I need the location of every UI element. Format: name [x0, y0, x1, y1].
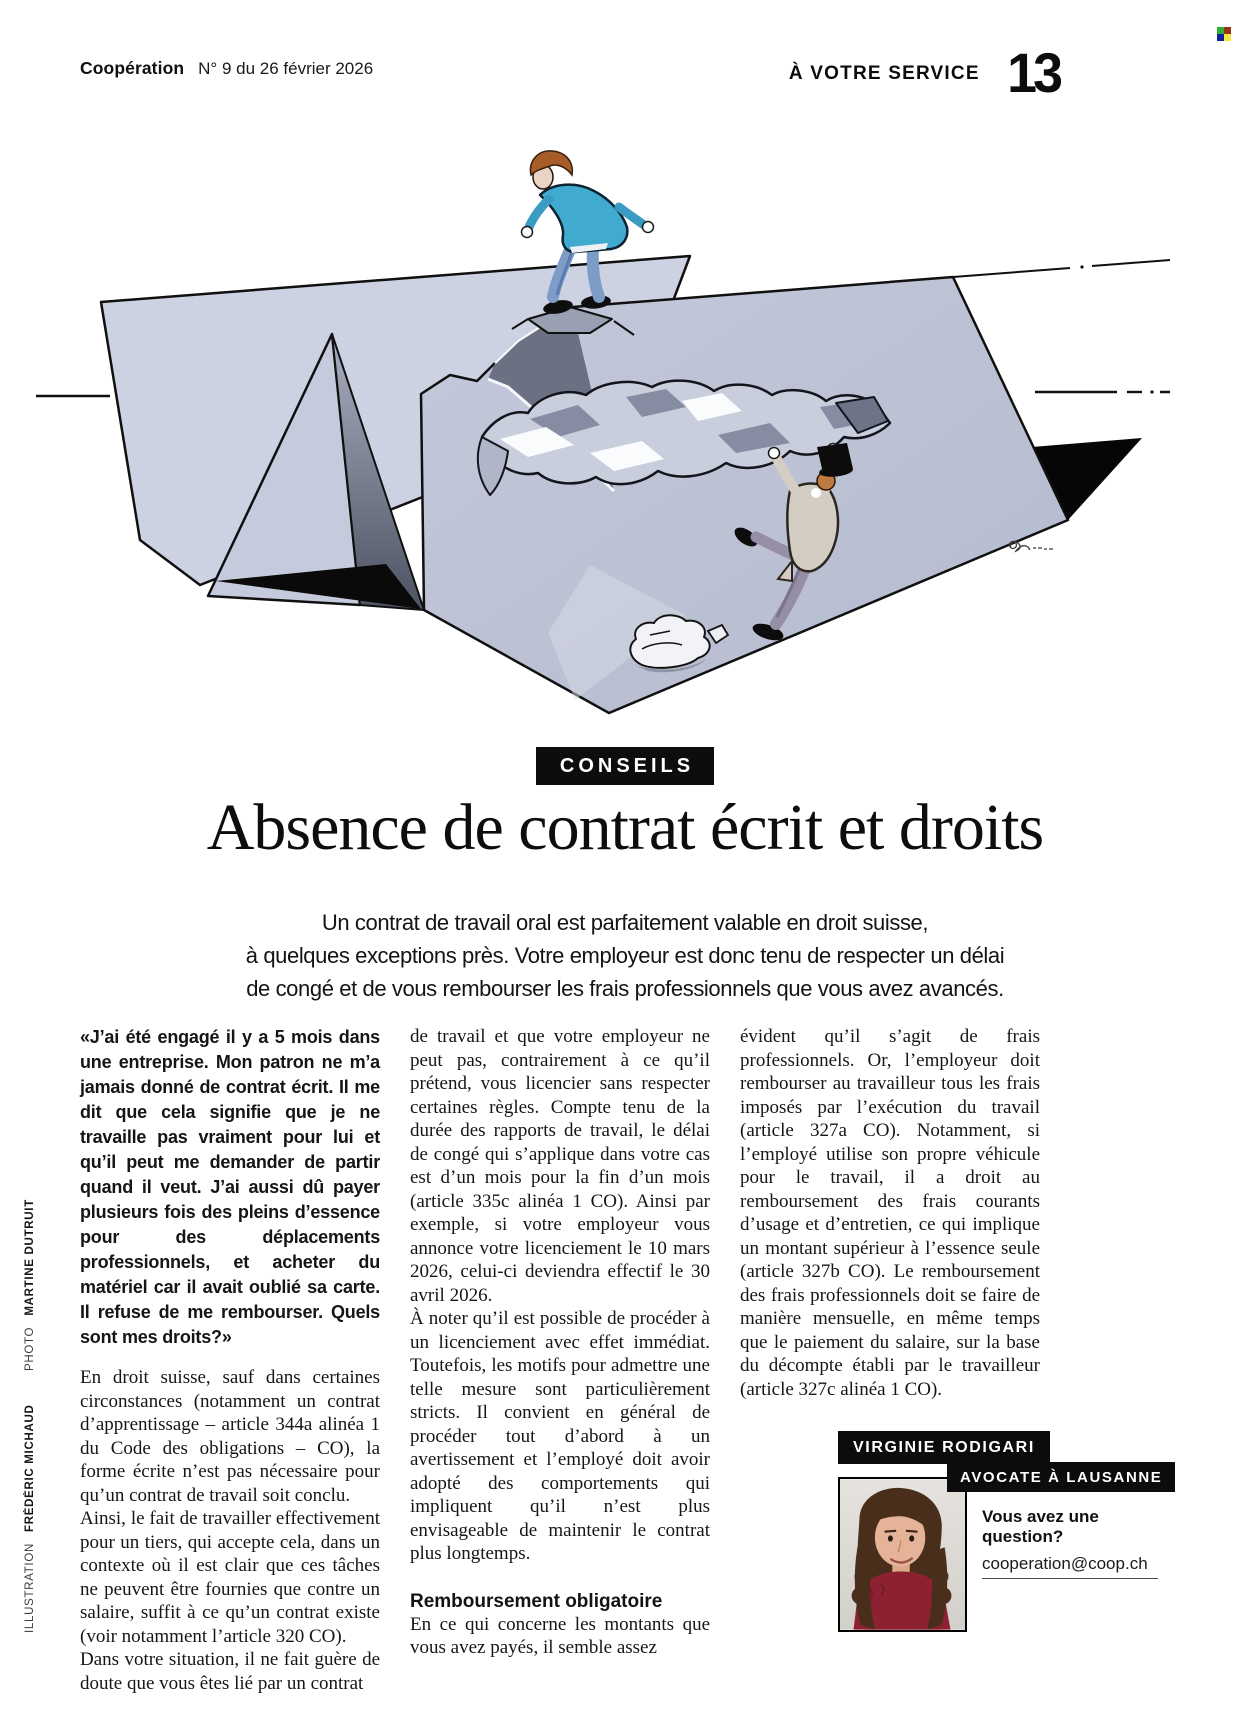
subhead-remboursement: Remboursement obligatoire — [410, 1590, 663, 1612]
expert-portrait-photo — [838, 1477, 967, 1632]
kicker-badge: CONSEILS — [536, 747, 714, 785]
paragraph: de travail et que votre employeur ne peut pas, contrairement à ce qu’il prétend, vous licencier sans respecter certaines règles. Compte tenu de la durée des rapports de travail, le délai de congé qui s’applique dans votre cas est d’un mois pour la fin d’un mois (article 335c alinéa 1 CO). Ainsi par exemple, si votre employeur vous annonce votre licenciement le 10 mars 2026, celui-ci deviendra effectif le 30 avril 2026. — [410, 1026, 710, 1306]
photo-credit-label: PHOTO — [24, 1326, 36, 1371]
article-column-3 — [740, 1025, 1040, 1401]
paragraph: Dans votre situation, il ne fait guère de doute que vous êtes lié par un contrat — [80, 1649, 380, 1694]
question-prompt-block — [982, 1507, 1170, 1579]
paragraph: En ce qui concerne les montants que vous avez payés, il semble assez — [410, 1613, 710, 1658]
paragraph: évident qu’il s’agit de frais professionnels. Or, l’employeur doit rembourser au travailleur tous les frais imposés par l’exécution du travail (article 327a CO). Notamment, si l’employé utilise son propre véhicule pour le travail, il a droit au remboursement des frais courants d’usage et d’entretien, ce qui implique un montant supérieur à l’essence seule (article 327b CO). Le remboursement des frais professionnels doit se faire de manière mensuelle, en même temps que le paiement du salaire, sur la base du décompte établi par le travailleur (article 327c alinéa 1 CO). — [740, 1026, 1040, 1400]
reader-question: «J’ai été engagé il y a 5 mois dans une entreprise. Mon patron ne m’a jamais donné de contrat écrit. Il me dit que cela signifie que je ne travaille pas vraiment pour lui et qu’il peut me demander de partir quand il veut. J’ai aussi dû payer plusieurs fois des pleins d’essence pour des déplacements professionnels, et acheter du matériel car il avait oublié sa carte. Il refuse de me rembourser. Quels sont mes droits?» — [80, 1027, 380, 1347]
ridge-extension-line — [953, 260, 1170, 277]
expert-name-badge: VIRGINIE RODIGARI — [838, 1431, 1050, 1464]
lede — [0, 906, 1250, 1005]
paragraph: En droit suisse, sauf dans certaines circonstances (notamment un contrat d’apprentissage – article 344a alinéa 1 du Code des obligations – CO), la forme écrite n’est pas nécessaire pour qu’un contrat de travail soit conclu. — [80, 1367, 380, 1506]
page-number: 13 — [1006, 41, 1059, 104]
expert-role-badge: AVOCATE À LAUSANNE — [947, 1462, 1175, 1492]
kicker-wrap — [0, 747, 1250, 785]
page-title: Absence de contrat écrit et droits — [206, 791, 1044, 864]
question-prompt: Vous avez une question? — [982, 1507, 1099, 1546]
lede-line: à quelques exceptions près. Votre employeur est donc tenu de respecter un délai — [245, 943, 1005, 968]
color-registration-mark-icon — [1217, 27, 1231, 41]
artist-signature — [1010, 541, 1054, 551]
photographer-name: MARTINE DUTRUIT — [24, 1199, 36, 1316]
section-header — [788, 41, 1060, 104]
article-column-1 — [80, 1025, 380, 1695]
issue-date: N° 9 du 26 février 2026 — [198, 59, 374, 78]
masthead — [80, 58, 373, 79]
paragraph: À noter qu’il est possible de procéder à un licenciement avec effet immédiat. Toutefois, les motifs pour admettre une telle mesure sont particulièrement stricts. Il convient en général de procéder tout d’abord à un avertissement et l’employé doit avoir adopté des comportements qui impliquent qu’il n’est plus envisageable de maintenir le contrat plus longtemps. — [410, 1308, 710, 1564]
illustrator-name: FRÉDÉRIC MICHAUD — [24, 1404, 36, 1533]
lede-line: de congé et de vous rembourser les frais professionnels que vous avez avancés. — [246, 976, 1004, 1001]
paragraph: Ainsi, le fait de travailler effectivement pour un tiers, qui accepte cela, dans un contexte où il est clair que ces tâches ne peuvent être fournies que contre un salaire, suffit à ce qu’un contrat existe (voir notamment l’article 320 CO). — [80, 1508, 380, 1647]
tent-paper-illustration — [30, 135, 1170, 715]
article-column-2 — [410, 1025, 710, 1660]
expert-card — [838, 1431, 1170, 1641]
contact-email-link[interactable]: cooperation@coop.ch — [982, 1554, 1158, 1579]
portrait-drawing — [840, 1479, 965, 1630]
illustration-credit-label: ILLUSTRATION — [24, 1543, 36, 1633]
magazine-name: Coopération — [80, 58, 185, 78]
photo-credits — [24, 1188, 36, 1633]
illustration-canvas — [30, 135, 1170, 715]
lede-line: Un contrat de travail oral est parfaitement valable en droit suisse, — [321, 910, 929, 935]
section-label: À VOTRE SERVICE — [788, 63, 980, 84]
